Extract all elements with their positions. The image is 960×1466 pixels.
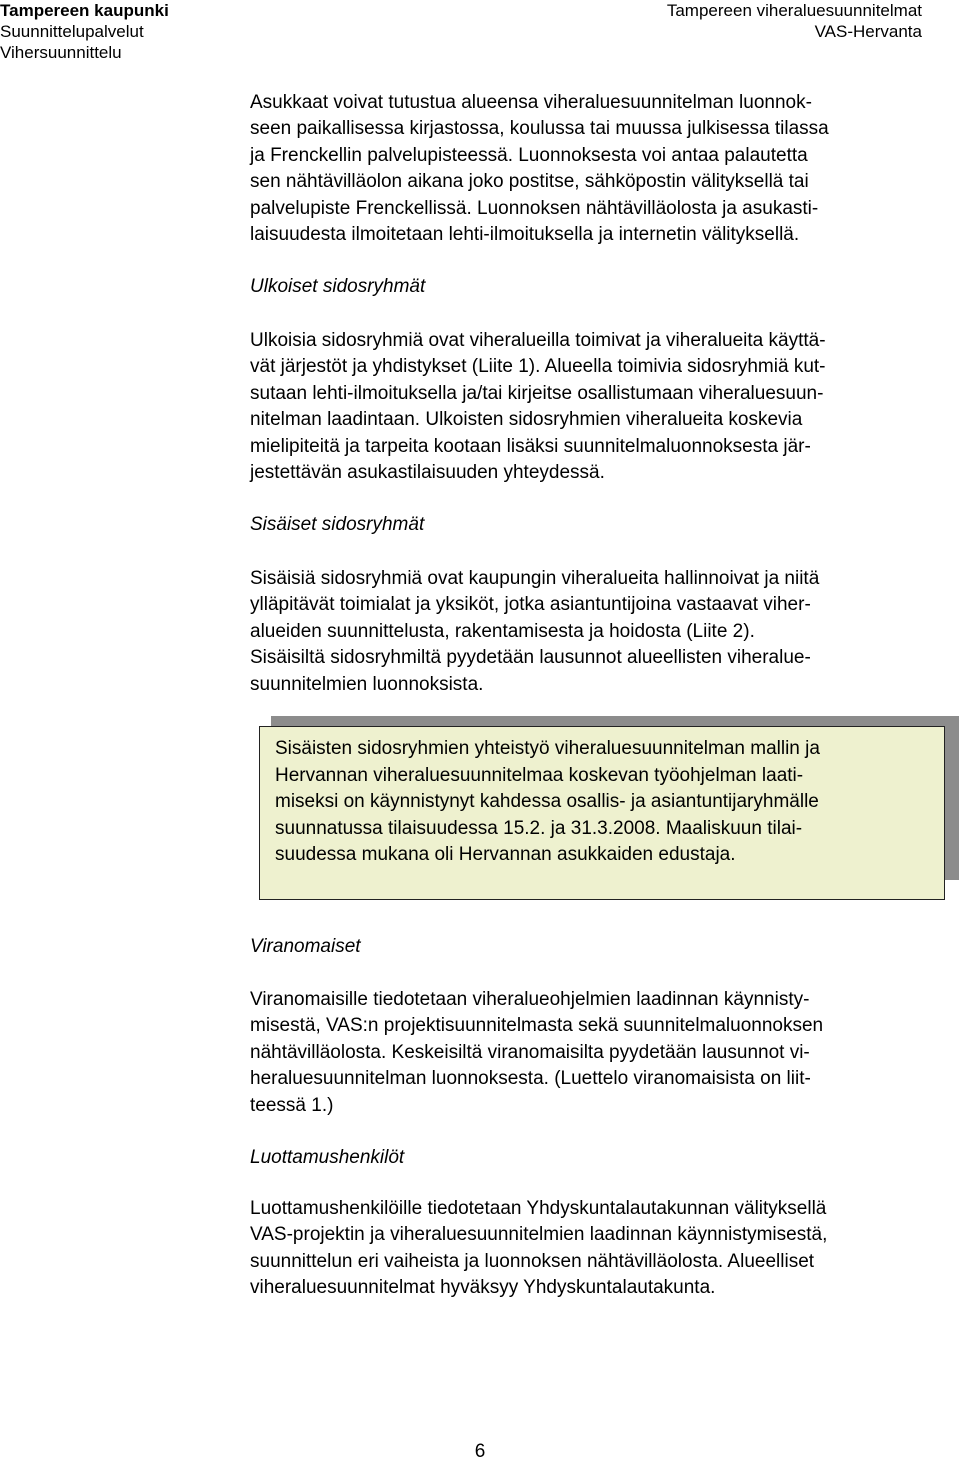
header-document-title: Tampereen viheraluesuunnitelmat bbox=[666, 1, 922, 20]
intro-paragraph: Asukkaat voivat tutustua alueensa viheraluesuunnitelman luonnok- seen paikallisessa kirjastossa, koulussa tai muussa julkisessa tilassa ja Frenckellin palvelupisteessä. Luonnoksesta voi antaa palautetta sen nähtävilläolon aikana joko postitse, sähköpostin välityksellä tai palvelupiste Frenckellissä. Luonnoksen nähtävilläolosta ja asukasti- laisuudesta ilmoitetaan lehti-ilmoituksella ja internetin välityksellä. bbox=[250, 92, 829, 246]
internal-stakeholders-paragraph: Sisäisiä sidosryhmiä ovat kaupungin viheralueita hallinnoivat ja niitä ylläpitävät toimialat ja yksiköt, jotka asiantuntijoina vastaavat viher- alueiden suunnittelusta, rakentamisesta ja hoidosta (Liite 2). Sisäisiltä sidosryhmiltä pyydetään lausunnot alueellisten viheralue- suunnitelmien luonnoksista. bbox=[250, 568, 820, 695]
trustees-paragraph: Luottamushenkilöille tiedotetaan Yhdyskuntalautakunnan välityksellä VAS-projektin ja viheraluesuunnitelmien laadinnan käynnistymisestä, suunnittelun eri vaiheista ja luonnoksen nähtävilläolosta. Alueelliset viheraluesuunnitelmat hyväksyy Yhdyskuntalautakunta. bbox=[250, 1198, 828, 1299]
page-number: 6 bbox=[474, 1441, 486, 1462]
header-subunit: Vihersuunnittelu bbox=[0, 43, 122, 62]
external-stakeholders-heading: Ulkoiset sidosryhmät bbox=[250, 276, 426, 297]
internal-stakeholders-section bbox=[250, 566, 930, 698]
header-organization: Tampereen kaupunki bbox=[0, 1, 169, 20]
external-stakeholders-paragraph: Ulkoisia sidosryhmiä ovat viheralueilla toimivat ja viheralueita käyttä- vät järjestöt ja yhdistykset (Liite 1). Alueella toimivia sidosryhmiä kut- sutaan lehti-ilmoituksella ja/tai kirjeitse osallistumaan viheraluesuun- nitelman laadintaan. Ulkoisten sidosryhmien viheralueita koskevia mielipiteitä ja tarpeita kootaan lisäksi suunnitelmaluonnoksesta jär- jestettävän asukastilaisuuden yhteydessä. bbox=[250, 330, 826, 484]
internal-stakeholders-heading: Sisäiset sidosryhmät bbox=[250, 514, 425, 535]
header-left bbox=[0, 0, 169, 63]
callout-text: Sisäisten sidosryhmien yhteistyö viheraluesuunnitelman mallin ja Hervannan viheraluesuunnitelmaa koskevan työohjelman laati- miseksi on käynnistynyt kahdessa osallis- ja asiantuntijaryhmälle suunnatussa tilaisuudessa 15.2. ja 31.3.2008. Maaliskuun tilai- suudessa mukana oli Hervannan asukkaiden edustaja. bbox=[275, 738, 820, 866]
external-stakeholders-section bbox=[250, 328, 930, 486]
header-right bbox=[667, 0, 922, 42]
header-area: VAS-Hervanta bbox=[814, 22, 922, 41]
header-unit: Suunnittelupalvelut bbox=[0, 22, 144, 41]
trustees-heading: Luottamushenkilöt bbox=[250, 1147, 405, 1168]
callout-box bbox=[259, 726, 945, 900]
authorities-section bbox=[250, 987, 930, 1119]
authorities-paragraph: Viranomaisille tiedotetaan viheralueohjelmien laadinnan käynnisty- misestä, VAS:n projektisuunnitelmasta sekä suunnitelmaluonnoksen nähtävilläolosta. Keskeisiltä viranomaisilta pyydetään lausunnot vi- heraluesuunnitelman luonnoksesta. (Luettelo viranomaisista on liit- teessä 1.) bbox=[250, 989, 824, 1116]
trustees-section bbox=[250, 1196, 930, 1302]
intro-section bbox=[250, 90, 930, 248]
authorities-heading: Viranomaiset bbox=[250, 936, 361, 957]
